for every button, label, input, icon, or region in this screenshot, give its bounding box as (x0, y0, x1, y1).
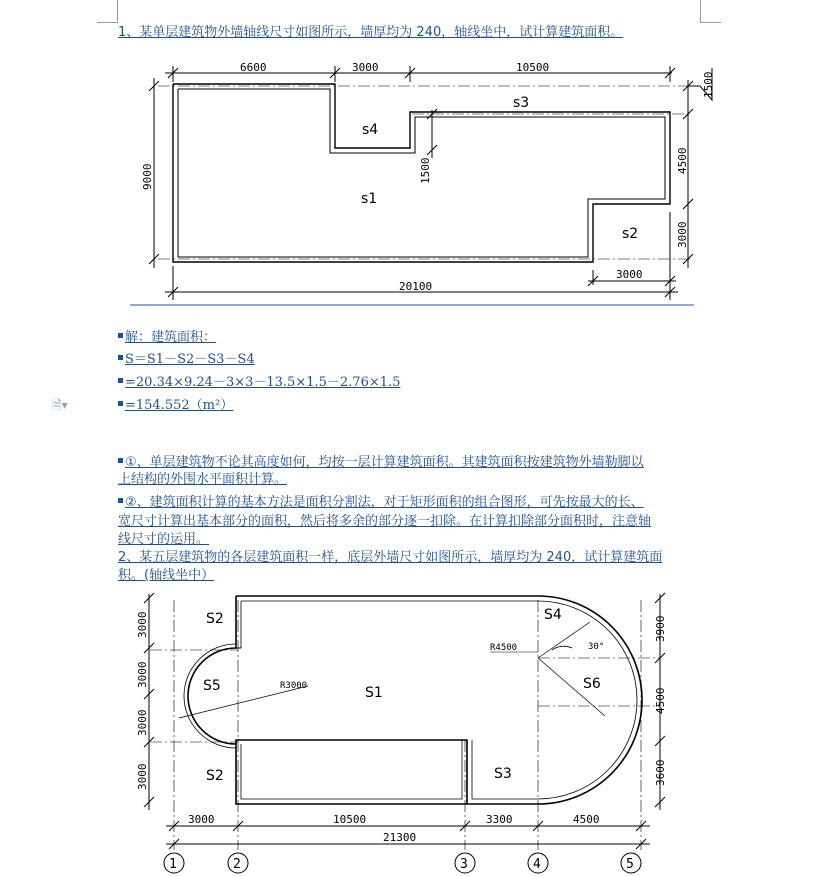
page-corner-mark-left (97, 0, 118, 23)
fig2-region-s1: S1 (365, 685, 383, 701)
fig2-region-s2-bottom: S2 (206, 768, 224, 784)
fig2-axis-3: 3 (460, 857, 468, 872)
fig1-dim-right-top: 1500 (702, 71, 715, 98)
fig2-bottom-dim-3: 3300 (486, 813, 513, 826)
fig2-bottom-dim-1: 3000 (188, 813, 215, 826)
document-icon[interactable]: 🗎▾ (52, 398, 68, 412)
fig2-right-dim-3: 3600 (654, 759, 667, 786)
fig2-region-s6: S6 (583, 676, 601, 692)
solution-line-4: =154.552（m²） (118, 398, 233, 414)
fig2-bottom-dim-2: 10500 (333, 813, 367, 826)
fig2-region-s5: S5 (203, 678, 221, 694)
fig2-wall-outer (188, 596, 642, 804)
fig2-right-dim-1: 3900 (654, 615, 667, 642)
fig1-dim-top2: 3000 (352, 61, 379, 74)
fig1-dim-left: 9000 (141, 163, 154, 190)
problem1-title: 1、某单层建筑物外墙轴线尺寸如图所示，墙厚均为 240，轴线坐中，试计算建筑面积。 (118, 25, 624, 40)
solution-line-3: =20.34×9.24－3×3－13.5×1.5－2.76×1.5 (118, 375, 400, 391)
fig2-axis-2: 2 (233, 857, 241, 872)
fig2-left-dim-2: 3000 (136, 661, 149, 688)
fig1-region-s1: s1 (361, 191, 378, 207)
figure-1-floor-plan (130, 58, 730, 308)
fig1-region-s3: s3 (513, 95, 530, 111)
problem2-title-line-1: 2、某五层建筑物的各层建筑面积一样，底层外墙尺寸如图所示，墙厚均为 240，试计算建筑面 (118, 550, 663, 565)
problem2-title-line-2: 积。(轴线坐中） (118, 568, 215, 583)
fig2-region-s2-top: S2 (206, 611, 224, 627)
page-corner-mark-right (700, 0, 721, 23)
figure-2-floor-plan (125, 588, 685, 876)
note-2-line-1: ②、建筑面积计算的基本方法是面积分割法，对于矩形面积的组合图形，可先按最大的长、 (118, 495, 644, 511)
fig2-angle: 30° (588, 642, 605, 652)
solution-line-2: S＝S1－S2－S3－S4 (118, 352, 255, 368)
fig2-region-s3: S3 (494, 766, 512, 782)
fig1-region-s2: s2 (622, 226, 639, 242)
fig2-left-dim-4: 3000 (136, 763, 149, 790)
fig1-dim-inner: 1500 (419, 157, 432, 184)
fig1-dim-bottom-small: 3000 (616, 268, 643, 281)
fig2-total-dim: 21300 (383, 831, 417, 844)
fig2-axis-4: 4 (533, 857, 541, 872)
note-1-line-2: 上结构的外围水平面积计算。 (118, 472, 288, 487)
fig1-dim-right-low: 3000 (676, 221, 689, 248)
fig2-bottom-dim-4: 4500 (573, 813, 600, 826)
fig2-right-dim-2: 4500 (654, 687, 667, 714)
fig2-radius-right: R4500 (490, 643, 518, 653)
note-2-line-3: 线尺寸的运用。 (118, 532, 210, 547)
fig1-region-s4: s4 (362, 122, 379, 138)
note-2-line-2: 宽尺寸计算出基本部分的面积，然后将多余的部分逐一扣除。在计算扣除部分面积时，注意轴 (118, 514, 652, 529)
fig2-left-dim-1: 3000 (136, 611, 149, 638)
note-1-line-1: ①、单层建筑物不论其高度如何，均按一层计算建筑面积。其建筑面积按建筑物外墙勒脚以 (118, 455, 644, 471)
fig2-region-s4: S4 (544, 607, 562, 623)
fig2-axis-5: 5 (626, 857, 634, 872)
fig1-dim-bottom: 20100 (399, 280, 433, 293)
solution-line-1: 解：建筑面积： (118, 330, 216, 346)
fig2-radius-left: R3000 (280, 681, 308, 691)
fig2-left-dim-3: 3000 (136, 709, 149, 736)
fig1-dim-top3: 10500 (516, 61, 550, 74)
fig1-dim-right-mid: 4500 (676, 147, 689, 174)
fig1-dim-top1: 6600 (240, 61, 267, 74)
fig2-axis-1: 1 (169, 857, 177, 872)
